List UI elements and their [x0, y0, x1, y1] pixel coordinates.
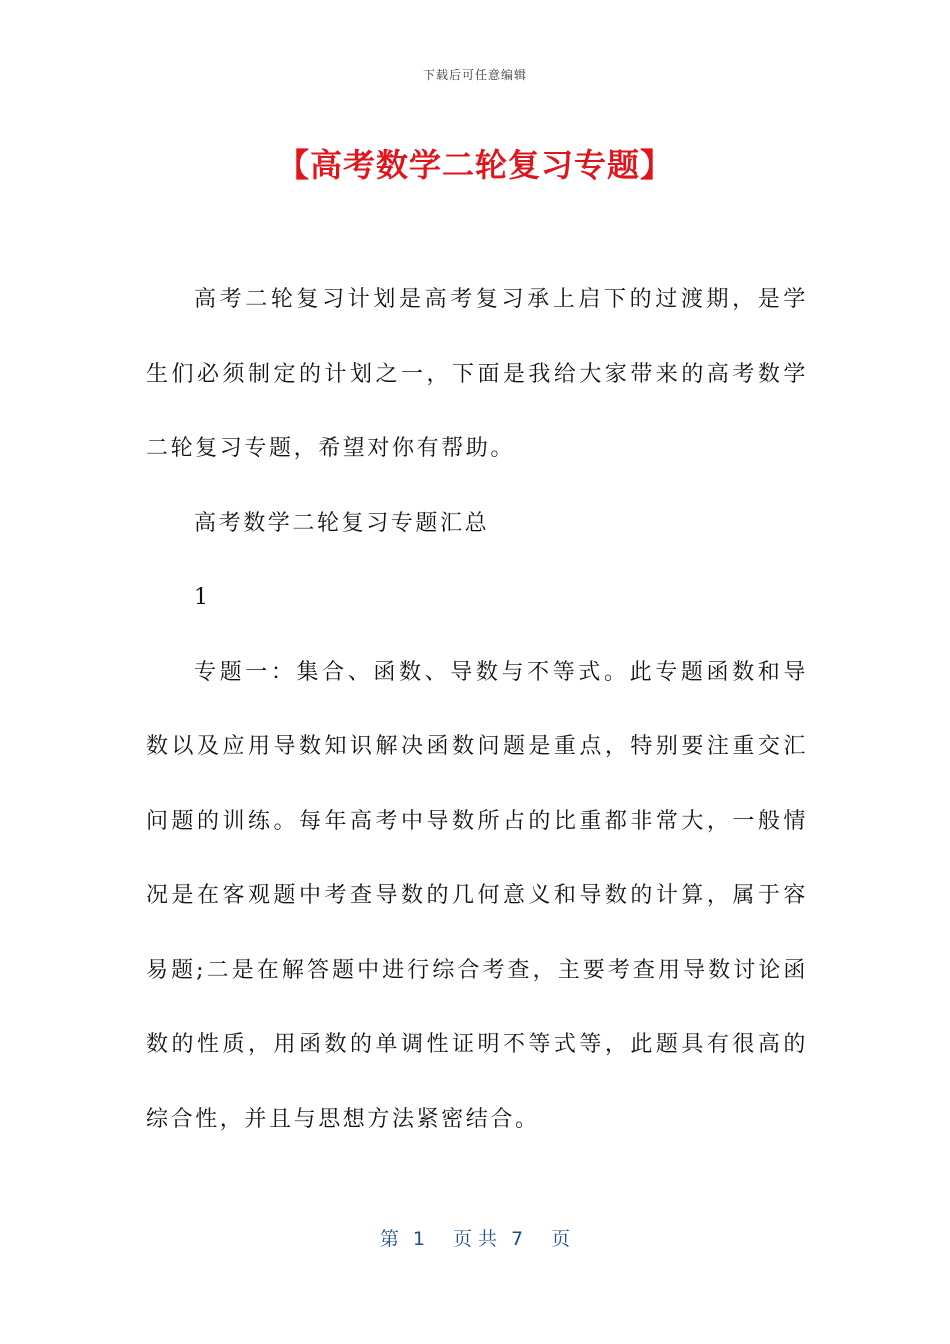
document-title: 【高考数学二轮复习专题】 [276, 146, 673, 184]
paragraph-section-heading: 高考数学二轮复习专题汇总 [194, 510, 490, 536]
page-footer [0, 1224, 950, 1251]
paragraph-intro: 高考二轮复习计划是高考复习承上启下的过渡期，是学生们必须制定的计划之一，下面是我给大家带来的高考数学二轮复习专题，希望对你有帮助。 [146, 287, 808, 461]
document-body [146, 263, 808, 1157]
paragraph-topic-one: 专题一：集合、函数、导数与不等式。此专题函数和导数以及应用导数知识解决函数问题是重点，特别要注重交汇问题的训练。每年高考中导数所占的比重都非常大，一般情况是在客观题中考查导数的几何意义和导数的计算，属于容易题;二是在解答题中进行综合考查，主要考查用导数讨论函数的性质，用函数的单调性证明不等式等，此题具有很高的综合性，并且与思想方法紧密结合。 [146, 659, 808, 1132]
footer-prefix: 第 [379, 1228, 399, 1250]
footer-middle: 页 共 [452, 1228, 498, 1250]
footer-current-page: 1 [412, 1228, 425, 1250]
footer-suffix: 页 [551, 1228, 571, 1250]
footer-total-pages: 7 [511, 1228, 524, 1250]
header-note: 下载后可任意编辑 [422, 68, 527, 82]
paragraph-section-number: 1 [194, 585, 211, 610]
